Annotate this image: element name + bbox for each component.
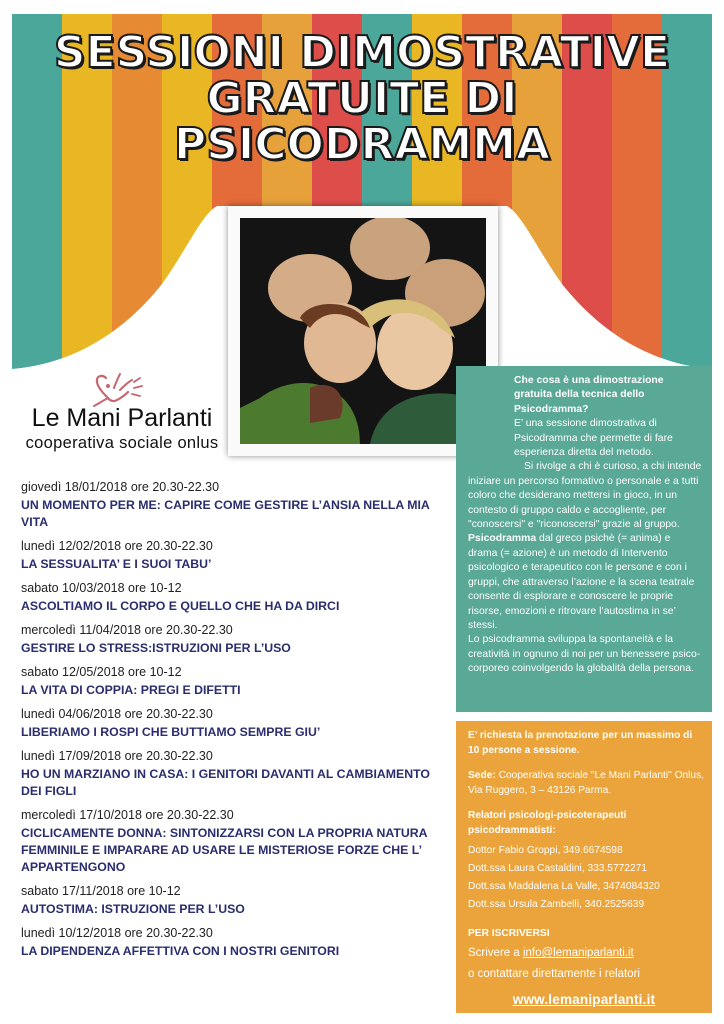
info-question-line: Che cosa è una dimostrazione xyxy=(514,375,664,386)
event-date: sabato 17/11/2018 ore 10-12 xyxy=(21,884,181,898)
info-box xyxy=(456,366,712,712)
booking-venue xyxy=(468,769,704,798)
event-item xyxy=(21,538,441,573)
title-line-3: PSICODRAMMA xyxy=(173,119,551,170)
signup-alternative: o contattare direttamente i relatori xyxy=(468,968,640,980)
email-link[interactable]: info@lemaniparlanti.it xyxy=(522,947,634,959)
info-intro-line: esperienza diretta del metodo. xyxy=(514,447,654,459)
poster-title xyxy=(0,27,724,170)
signup-label: PER ISCRIVERSI xyxy=(468,928,550,939)
info-definition xyxy=(468,532,702,633)
event-date: lunedì 12/02/2018 ore 20.30-22.30 xyxy=(21,539,213,553)
event-item xyxy=(21,883,441,918)
event-title: CICLICAMENTE DONNA: SINTONIZZARSI CON LA PROPRIA NATURA FEMMINILE E IMPARARE AD USARE LE MISTERIOSE FORZE CHE L’ APPARTENGONO xyxy=(21,826,428,874)
speaker-item: Dott.ssa Ursula Zambelli, 340.2525639 xyxy=(468,899,645,910)
event-item xyxy=(21,748,441,800)
speaker-item: Dott.ssa Laura Castaldini, 333.5772271 xyxy=(468,863,647,874)
speakers-label: Relatori psicologi-psicoterapeuti psicodrammatisti: xyxy=(468,810,627,836)
event-item xyxy=(21,580,441,615)
info-definition-text: dal greco psichè (= anima) e drama (= azione) è un metodo di Intervento psicologico e terapeutico con le persone e con i gruppi, che attraverso l’azione e la scena teatrale consente di esplorare e conoscere le proprie risorse, emozioni e ritrovare l’autostima in se’ stessi. xyxy=(468,533,695,631)
info-intro-line: E’ una sessione dimostrativa di xyxy=(514,418,657,430)
event-date: lunedì 10/12/2018 ore 20.30-22.30 xyxy=(21,926,213,940)
website-link[interactable]: www.lemaniparlanti.it xyxy=(512,991,656,1007)
event-title: GESTIRE LO STRESS:ISTRUZIONI PER L’USO xyxy=(21,641,291,655)
info-intro xyxy=(468,417,702,460)
event-date: lunedì 17/09/2018 ore 20.30-22.30 xyxy=(21,749,213,763)
title-line-1: SESSIONI DIMOSTRATIVE xyxy=(53,27,671,78)
event-date: giovedì 18/01/2018 ore 20.30-22.30 xyxy=(21,480,220,494)
info-definition-term: Psicodramma xyxy=(468,533,537,545)
event-item xyxy=(21,706,441,741)
info-benefits: Lo psicodramma sviluppa la spontaneità e la creatività in ognuno di noi per un benessere psico- corporeo coinvolgendo la globalità della persona. xyxy=(468,634,701,675)
signup-prefix: Scrivere a xyxy=(468,947,523,959)
event-item xyxy=(21,479,441,531)
event-date: mercoledì 17/10/2018 ore 20.30-22.30 xyxy=(21,808,234,822)
logo-subtitle: cooperativa sociale onlus xyxy=(25,434,219,452)
info-intro-line: Psicodramma che permette di fare xyxy=(514,432,673,444)
event-date: lunedì 04/06/2018 ore 20.30-22.30 xyxy=(21,707,213,721)
booking-note: E’ richiesta la prenotazione per un massimo di 10 persone a sessione. xyxy=(468,730,693,756)
event-date: mercoledì 11/04/2018 ore 20.30-22.30 xyxy=(21,623,233,637)
logo-name: Le Mani Parlanti xyxy=(31,404,213,432)
event-title: AUTOSTIMA: ISTRUZIONE PER L’USO xyxy=(21,902,245,916)
logo xyxy=(22,368,222,458)
event-title: UN MOMENTO PER ME: CAPIRE COME GESTIRE L’ANSIA NELLA MIA VITA xyxy=(21,498,430,529)
info-question-line: Psicodramma? xyxy=(514,403,589,415)
smiling-group-illustration xyxy=(240,218,486,444)
event-item xyxy=(21,807,441,876)
event-title: LIBERIAMO I ROSPI CHE BUTTIAMO SEMPRE GIU’ xyxy=(21,725,321,739)
booking-box xyxy=(456,721,712,1013)
info-target: Si rivolge a chi è curioso, a chi intende iniziare un percorso formativo o personale e a tutti coloro che desiderano mettersi in gioco, in un contesto di gruppo caldo e accogliente, per "conoscersi" e "riconoscersi" grazie al gruppo. xyxy=(468,461,702,531)
signup-email-line xyxy=(468,946,704,961)
event-schedule xyxy=(21,479,441,967)
speaker-item: Dottor Fabio Groppi, 349.6674598 xyxy=(468,845,623,856)
event-date: sabato 10/03/2018 ore 10-12 xyxy=(21,581,182,595)
event-title: ASCOLTIAMO IL CORPO E QUELLO CHE HA DA DIRCI xyxy=(21,599,340,613)
venue-address: Cooperativa sociale "Le Mani Parlanti" Onlus, Via Ruggero, 3 – 43126 Parma. xyxy=(468,770,705,796)
speaker-item: Dott.ssa Maddalena La Valle, 3474084320 xyxy=(468,881,660,892)
event-title: LA DIPENDENZA AFFETTIVA CON I NOSTRI GENITORI xyxy=(21,944,340,958)
event-item xyxy=(21,664,441,699)
event-date: sabato 12/05/2018 ore 10-12 xyxy=(21,665,182,679)
event-title: LA VITA DI COPPIA: PREGI E DIFETTI xyxy=(21,683,241,697)
info-question-line: gratuita della tecnica dello xyxy=(514,389,645,401)
info-question xyxy=(468,374,702,417)
title-line-2: GRATUITE DI xyxy=(206,73,518,124)
event-title: LA SESSUALITA’ E I SUOI TABU’ xyxy=(21,557,212,571)
group-photo xyxy=(240,218,486,444)
event-item xyxy=(21,925,441,960)
event-title: HO UN MARZIANO IN CASA: I GENITORI DAVANTI AL CAMBIAMENTO DEI FIGLI xyxy=(21,767,430,798)
venue-label: Sede: xyxy=(468,770,496,781)
event-item xyxy=(21,622,441,657)
